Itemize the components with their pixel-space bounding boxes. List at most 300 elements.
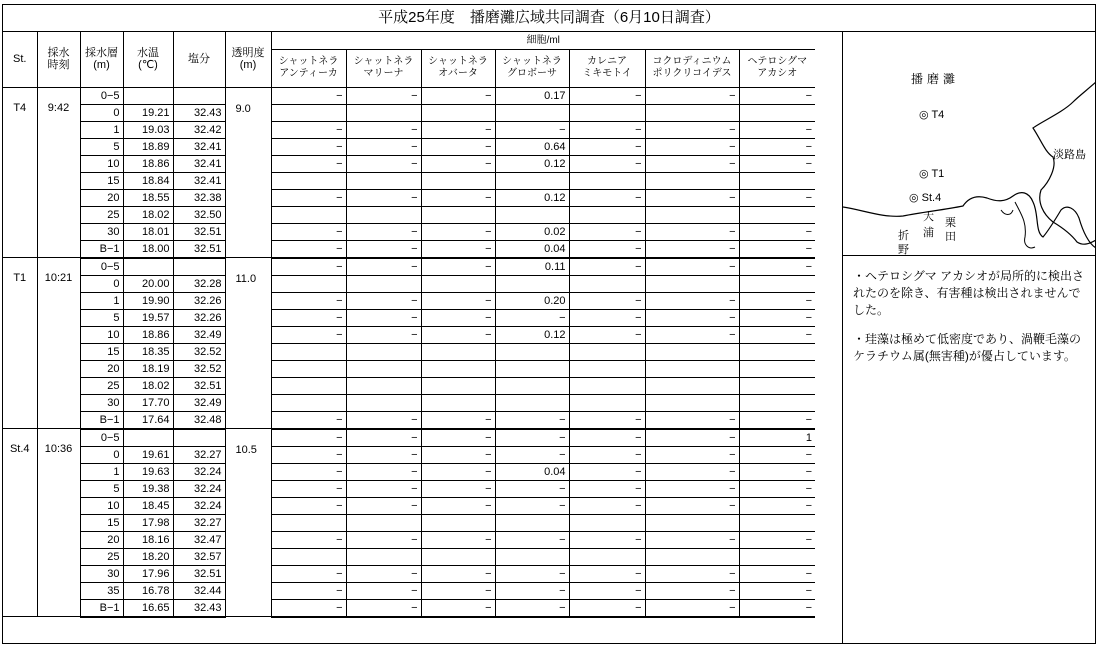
salinity-cell: 32.41 xyxy=(173,138,225,155)
temperature-cell: 18.84 xyxy=(123,172,173,189)
cell-density-value xyxy=(421,514,495,531)
cell-density-value xyxy=(739,360,815,377)
temperature-cell: 18.89 xyxy=(123,138,173,155)
cell-density-value: − xyxy=(271,292,346,309)
salinity-cell: 32.48 xyxy=(173,411,225,429)
cell-density-value: − xyxy=(271,411,346,429)
temperature-cell: 16.65 xyxy=(123,599,173,617)
cell-density-value xyxy=(645,514,739,531)
depth-cell: 0 xyxy=(80,104,123,121)
cell-density-value: − xyxy=(739,446,815,463)
cell-density-value: − xyxy=(569,446,645,463)
report-sheet xyxy=(2,4,1096,644)
table-row xyxy=(3,240,815,258)
kurita-label-2: 田 xyxy=(945,231,956,243)
cell-density-value: − xyxy=(569,240,645,258)
depth-cell: 0 xyxy=(80,275,123,292)
table-row xyxy=(3,189,815,206)
depth-cell: 15 xyxy=(80,172,123,189)
note-diatoms: ・珪藻は極めて低密度であり、渦鞭毛藻のケラチウム属(無害種)が優占しています。 xyxy=(853,332,1082,363)
temperature-cell: 18.19 xyxy=(123,360,173,377)
cell-density-value xyxy=(645,394,739,411)
cell-density-value xyxy=(495,514,569,531)
cell-density-value xyxy=(346,360,421,377)
salinity-cell: 32.27 xyxy=(173,514,225,531)
cell-density-value: − xyxy=(421,531,495,548)
cell-density-value xyxy=(739,343,815,360)
cell-density-value xyxy=(271,394,346,411)
header-species-1 xyxy=(346,49,421,87)
cell-density-value: − xyxy=(645,463,739,480)
header-species-5 xyxy=(645,49,739,87)
salinity-cell xyxy=(173,258,225,276)
cell-density-value xyxy=(495,104,569,121)
table-row xyxy=(3,275,815,292)
temperature-cell xyxy=(123,87,173,104)
cell-density-value xyxy=(271,206,346,223)
cell-density-value: − xyxy=(346,223,421,240)
salinity-cell: 32.27 xyxy=(173,446,225,463)
depth-cell: 15 xyxy=(80,514,123,531)
cell-density-value: − xyxy=(495,497,569,514)
header-salinity-line1: 塩分 xyxy=(188,53,210,66)
temperature-cell: 19.90 xyxy=(123,292,173,309)
depth-cell: 5 xyxy=(80,138,123,155)
cell-density-value: − xyxy=(495,121,569,138)
table-row xyxy=(3,343,815,360)
depth-cell: B−1 xyxy=(80,411,123,429)
cell-density-value: − xyxy=(271,326,346,343)
cell-density-value: − xyxy=(645,480,739,497)
salinity-cell: 32.28 xyxy=(173,275,225,292)
transparency-cell: 9.0 xyxy=(225,87,271,258)
cell-density-value: − xyxy=(569,480,645,497)
temperature-cell: 19.57 xyxy=(123,309,173,326)
cell-density-value xyxy=(346,104,421,121)
salinity-cell: 32.43 xyxy=(173,599,225,617)
temperature-cell: 18.86 xyxy=(123,155,173,172)
cell-density-value: − xyxy=(739,565,815,582)
cell-density-value xyxy=(495,275,569,292)
cell-density-value: 0.17 xyxy=(495,87,569,104)
table-row xyxy=(3,480,815,497)
depth-cell: 1 xyxy=(80,292,123,309)
cell-density-value: − xyxy=(421,87,495,104)
depth-cell: 25 xyxy=(80,548,123,565)
note-harmful-species: ・ヘテロシグマ アカシオが局所的に検出されたのを除き、有害種は検出されませんでした。 xyxy=(853,269,1084,317)
temperature-cell xyxy=(123,429,173,447)
header-transparency xyxy=(225,32,271,87)
report-title: 平成25年度 播磨灘広域共同調査（6月10日調査） xyxy=(3,5,1095,32)
cell-density-value: − xyxy=(495,531,569,548)
table-row xyxy=(3,206,815,223)
cell-density-value xyxy=(739,275,815,292)
cell-density-value: − xyxy=(569,138,645,155)
temperature-cell: 20.00 xyxy=(123,275,173,292)
cell-density-value: − xyxy=(271,121,346,138)
cell-density-value: − xyxy=(271,582,346,599)
cell-density-value: − xyxy=(346,497,421,514)
cell-density-value xyxy=(495,394,569,411)
cell-density-value: − xyxy=(645,189,739,206)
cell-density-value: − xyxy=(271,599,346,617)
cell-density-value: − xyxy=(271,463,346,480)
depth-cell: 30 xyxy=(80,223,123,240)
station-st4-marker: ◎ St.4 xyxy=(909,192,942,204)
salinity-cell: 32.38 xyxy=(173,189,225,206)
table-row xyxy=(3,172,815,189)
cell-density-value: − xyxy=(271,87,346,104)
temperature-cell: 18.02 xyxy=(123,377,173,394)
cell-density-value xyxy=(645,377,739,394)
header-station-line1: St. xyxy=(13,53,27,66)
table-row xyxy=(3,309,815,326)
cell-density-value: − xyxy=(271,429,346,447)
cell-density-value: − xyxy=(421,326,495,343)
cell-density-value: − xyxy=(645,138,739,155)
depth-cell: 5 xyxy=(80,309,123,326)
temperature-cell: 18.02 xyxy=(123,206,173,223)
species-name-line2: ポリクリコイデス xyxy=(652,68,732,79)
cell-density-value: 0.20 xyxy=(495,292,569,309)
cell-density-value: − xyxy=(569,429,645,447)
cell-density-value: − xyxy=(346,121,421,138)
cell-density-value xyxy=(421,377,495,394)
cell-density-value: − xyxy=(645,240,739,258)
cell-density-value: − xyxy=(495,582,569,599)
temperature-cell: 18.16 xyxy=(123,531,173,548)
species-name-line1: カレニア xyxy=(587,56,627,67)
depth-cell: 35 xyxy=(80,582,123,599)
cell-density-value: − xyxy=(739,599,815,617)
cell-density-value: − xyxy=(739,326,815,343)
cell-density-value xyxy=(421,548,495,565)
salinity-cell: 32.26 xyxy=(173,292,225,309)
map-coastline xyxy=(843,32,1096,255)
cell-density-value xyxy=(495,548,569,565)
depth-cell: 10 xyxy=(80,326,123,343)
map-title: 播磨灘 xyxy=(911,72,960,86)
cell-density-value xyxy=(271,377,346,394)
cell-density-value xyxy=(346,394,421,411)
temperature-cell: 16.78 xyxy=(123,582,173,599)
cell-density-value xyxy=(645,360,739,377)
depth-cell: 30 xyxy=(80,394,123,411)
cell-density-value: − xyxy=(271,223,346,240)
station-name: T1 xyxy=(3,258,37,429)
cell-density-value: − xyxy=(495,429,569,447)
cell-density-value: − xyxy=(421,429,495,447)
cell-density-value xyxy=(569,377,645,394)
table-row xyxy=(3,138,815,155)
cell-density-value: − xyxy=(421,155,495,172)
cell-density-value: − xyxy=(421,138,495,155)
cell-density-value xyxy=(569,394,645,411)
temperature-cell: 18.20 xyxy=(123,548,173,565)
cell-density-value: − xyxy=(421,309,495,326)
cell-density-value: − xyxy=(421,480,495,497)
cell-density-value: − xyxy=(421,240,495,258)
cell-density-value xyxy=(421,394,495,411)
cell-density-value xyxy=(739,104,815,121)
temperature-cell: 17.96 xyxy=(123,565,173,582)
cell-density-value: − xyxy=(271,240,346,258)
cell-density-value: − xyxy=(739,309,815,326)
station-t4-marker: ◎ T4 xyxy=(919,109,945,121)
cell-density-value xyxy=(271,548,346,565)
cell-density-value: 1 xyxy=(739,429,815,447)
depth-cell: 20 xyxy=(80,531,123,548)
cell-density-value: − xyxy=(645,223,739,240)
temperature-cell: 19.21 xyxy=(123,104,173,121)
cell-density-value: − xyxy=(271,565,346,582)
transparency-cell: 11.0 xyxy=(225,258,271,429)
cell-density-value xyxy=(271,104,346,121)
header-temperature-line1: 水温 xyxy=(137,47,159,60)
cell-density-value xyxy=(739,206,815,223)
table-row xyxy=(3,121,815,138)
cell-density-value: − xyxy=(495,411,569,429)
salinity-cell: 32.26 xyxy=(173,309,225,326)
cell-density-value: − xyxy=(271,155,346,172)
sampling-time: 9:42 xyxy=(37,87,80,258)
cell-density-value: − xyxy=(739,189,815,206)
cell-density-value: − xyxy=(569,87,645,104)
cell-density-value: − xyxy=(271,446,346,463)
cell-density-value xyxy=(645,172,739,189)
cell-density-value: − xyxy=(739,258,815,276)
cell-density-value: − xyxy=(645,582,739,599)
table-row xyxy=(3,429,815,447)
cell-density-value: − xyxy=(569,565,645,582)
temperature-cell: 19.03 xyxy=(123,121,173,138)
header-transparency-line2: (m) xyxy=(239,59,257,72)
origino-label-2: 野 xyxy=(898,244,909,256)
header-species-2 xyxy=(421,49,495,87)
table-row xyxy=(3,599,815,617)
depth-cell: 0−5 xyxy=(80,87,123,104)
station-name: T4 xyxy=(3,87,37,258)
cell-density-value: − xyxy=(421,258,495,276)
cell-density-value: − xyxy=(739,155,815,172)
cell-density-value: − xyxy=(346,309,421,326)
cell-density-value: − xyxy=(569,189,645,206)
temperature-cell: 18.45 xyxy=(123,497,173,514)
cell-density-value: 0.04 xyxy=(495,240,569,258)
cell-density-value: − xyxy=(739,582,815,599)
header-species-0 xyxy=(271,49,346,87)
species-name-line2: ミキモトイ xyxy=(582,68,632,79)
cell-density-value: − xyxy=(421,463,495,480)
temperature-cell: 18.01 xyxy=(123,223,173,240)
species-name-line1: ヘテロシグマ xyxy=(747,56,808,67)
temperature-cell: 18.00 xyxy=(123,240,173,258)
depth-cell: 0−5 xyxy=(80,429,123,447)
cell-density-value: − xyxy=(346,292,421,309)
table-row xyxy=(3,292,815,309)
cell-density-value: − xyxy=(495,446,569,463)
cell-density-value: − xyxy=(569,121,645,138)
temperature-cell: 19.38 xyxy=(123,480,173,497)
table-row xyxy=(3,377,815,394)
header-depth-line1: 採水層 xyxy=(85,47,118,60)
cell-density-value: − xyxy=(346,326,421,343)
cell-density-value: − xyxy=(346,446,421,463)
temperature-cell: 18.86 xyxy=(123,326,173,343)
salinity-cell: 32.49 xyxy=(173,394,225,411)
cell-density-value: − xyxy=(645,87,739,104)
cell-density-value: − xyxy=(271,138,346,155)
cell-density-value xyxy=(645,343,739,360)
cell-density-value: 0.64 xyxy=(495,138,569,155)
cell-density-value: − xyxy=(645,326,739,343)
station-t1-marker: ◎ T1 xyxy=(919,168,945,180)
cell-density-value xyxy=(346,514,421,531)
cell-density-value: − xyxy=(645,309,739,326)
cell-density-value: − xyxy=(739,223,815,240)
cell-density-value: − xyxy=(645,121,739,138)
cell-density-value xyxy=(271,275,346,292)
salinity-cell: 32.51 xyxy=(173,223,225,240)
table-row xyxy=(3,497,815,514)
cell-density-value xyxy=(645,548,739,565)
table-row xyxy=(3,582,815,599)
cell-density-value xyxy=(645,104,739,121)
header-time-line2: 時刻 xyxy=(47,59,70,72)
cell-density-value: − xyxy=(421,223,495,240)
cell-density-value: − xyxy=(346,582,421,599)
cell-density-value xyxy=(739,172,815,189)
cell-density-value: − xyxy=(569,411,645,429)
cell-density-value xyxy=(569,172,645,189)
cell-density-value: − xyxy=(569,497,645,514)
cell-density-value: − xyxy=(421,565,495,582)
cell-density-value: 0.12 xyxy=(495,155,569,172)
table-row xyxy=(3,326,815,343)
species-name-line1: シャットネラ xyxy=(353,56,414,67)
cell-density-value: − xyxy=(645,565,739,582)
depth-cell: 10 xyxy=(80,497,123,514)
origino-label-1: 折 xyxy=(898,230,909,242)
cell-density-value xyxy=(346,172,421,189)
salinity-cell: 32.24 xyxy=(173,463,225,480)
cell-density-value: − xyxy=(569,309,645,326)
depth-cell: 10 xyxy=(80,155,123,172)
salinity-cell: 32.49 xyxy=(173,326,225,343)
cell-density-value xyxy=(645,275,739,292)
header-species-3 xyxy=(495,49,569,87)
cell-density-value: − xyxy=(421,497,495,514)
depth-cell: 5 xyxy=(80,480,123,497)
awaji-island-label: 淡路島 xyxy=(1053,149,1086,161)
cell-density-value xyxy=(569,343,645,360)
cell-density-value: − xyxy=(645,258,739,276)
cell-density-value: − xyxy=(495,480,569,497)
cell-density-value: − xyxy=(271,480,346,497)
temperature-cell: 18.55 xyxy=(123,189,173,206)
cell-density-value xyxy=(271,343,346,360)
cell-density-value: − xyxy=(346,429,421,447)
salinity-cell: 32.57 xyxy=(173,548,225,565)
cell-density-value: − xyxy=(739,497,815,514)
table-row xyxy=(3,104,815,121)
salinity-cell: 32.51 xyxy=(173,565,225,582)
temperature-cell xyxy=(123,258,173,276)
cell-density-value: − xyxy=(569,292,645,309)
cell-density-value: − xyxy=(739,480,815,497)
header-depth-line2: (m) xyxy=(93,59,110,72)
header-station xyxy=(3,32,37,87)
table-row xyxy=(3,446,815,463)
cell-density-value xyxy=(569,514,645,531)
cell-density-value: − xyxy=(645,155,739,172)
header-cell-density: 細胞/ml xyxy=(271,32,815,49)
cell-density-value xyxy=(421,360,495,377)
cell-density-value: − xyxy=(739,138,815,155)
table-row xyxy=(3,360,815,377)
cell-density-value: − xyxy=(739,87,815,104)
cell-density-value: − xyxy=(645,411,739,429)
cell-density-value: − xyxy=(346,189,421,206)
cell-density-value: − xyxy=(346,155,421,172)
cell-density-value xyxy=(645,206,739,223)
salinity-cell: 32.52 xyxy=(173,360,225,377)
cell-density-value: − xyxy=(569,599,645,617)
cell-density-value: − xyxy=(346,411,421,429)
kurita-label-1: 栗 xyxy=(945,217,956,229)
cell-density-value: 0.12 xyxy=(495,326,569,343)
salinity-cell: 32.24 xyxy=(173,480,225,497)
cell-density-value: − xyxy=(739,531,815,548)
cell-density-value: − xyxy=(421,292,495,309)
table-row xyxy=(3,394,815,411)
cell-density-value: − xyxy=(346,240,421,258)
cell-density-value: − xyxy=(739,463,815,480)
table-row xyxy=(3,463,815,480)
header-species-4 xyxy=(569,49,645,87)
cell-density-value: − xyxy=(346,480,421,497)
header-time-line1: 採水 xyxy=(47,47,70,60)
species-name-line1: シャットネラ xyxy=(502,56,562,67)
cell-density-value: − xyxy=(421,599,495,617)
cell-density-value: − xyxy=(495,309,569,326)
cell-density-value xyxy=(421,206,495,223)
cell-density-value xyxy=(346,275,421,292)
table-row xyxy=(3,223,815,240)
table-row xyxy=(3,514,815,531)
location-map xyxy=(843,32,1096,256)
cell-density-value: − xyxy=(739,121,815,138)
species-name-line2: オバータ xyxy=(438,68,478,79)
cell-density-value xyxy=(569,206,645,223)
cell-density-value: − xyxy=(346,565,421,582)
ora-label-1: 大 xyxy=(923,211,934,223)
cell-density-value: − xyxy=(645,599,739,617)
table-row xyxy=(3,565,815,582)
cell-density-value: − xyxy=(739,292,815,309)
salinity-cell: 32.41 xyxy=(173,172,225,189)
cell-density-value xyxy=(495,206,569,223)
cell-density-value: − xyxy=(421,582,495,599)
salinity-cell: 32.51 xyxy=(173,377,225,394)
sampling-time: 10:36 xyxy=(37,429,80,617)
cell-density-value: 0.12 xyxy=(495,189,569,206)
depth-cell: B−1 xyxy=(80,599,123,617)
cell-density-value: − xyxy=(271,531,346,548)
cell-density-value xyxy=(346,206,421,223)
station-name: St.4 xyxy=(3,429,37,617)
cell-density-value: − xyxy=(645,531,739,548)
